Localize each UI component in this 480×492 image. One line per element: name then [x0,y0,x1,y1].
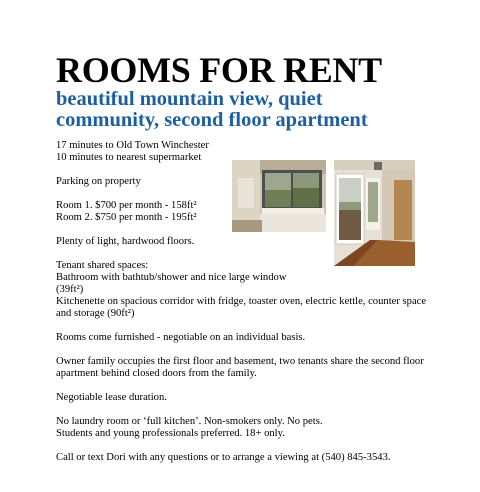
room-1-price: Room 1. $700 per month - 158ft² [56,200,197,211]
corridor-photo [334,160,415,266]
shared-kitchenette: Kitchenette on spacious corridor with fridge, toaster oven, electric kettle, counter space and storage (90ft²) [56,296,427,319]
rules-block [56,416,428,440]
room-2-price: Room 2. $750 per month - 195ft² [56,212,197,223]
shared-spaces-block [56,260,428,320]
subtitle-line-2: community, second floor apartment [56,109,368,131]
lease-block [56,392,428,404]
contact-block [56,452,428,464]
distance-winchester: 17 minutes to Old Town Winchester [56,140,209,151]
shared-bathroom-line-2: (39ft²) [56,284,84,295]
flyer-subtitle [56,89,436,131]
distance-supermarket: 10 minutes to nearest supermarket [56,152,202,163]
lease-text: Negotiable lease duration. [56,392,167,403]
light-text: Plenty of light, hardwood floors. [56,236,195,247]
owner-block [56,356,428,380]
furnished-text: Rooms come furnished - negotiable on an individual basis. [56,332,306,343]
shared-bathroom-line-1: Bathroom with bathtub/shower and nice large window [56,272,287,283]
subtitle-line-1: beautiful mountain view, quiet [56,88,323,110]
flyer-title: ROOMS FOR RENT [56,50,382,90]
rules-line-2: Students and young professionals preferred. 18+ only. [56,428,285,439]
owner-text: Owner family occupies the first floor and basement, two tenants share the second floor apartment behind closed doors from the family. [56,356,424,379]
contact-text: Call or text Dori with any questions or to arrange a viewing at (540) 845-3543. [56,452,391,463]
bathroom-photo-drawing [232,160,326,232]
parking-text: Parking on property [56,176,141,187]
corridor-photo-drawing [334,160,415,266]
furnished-block [56,332,428,344]
bathroom-photo [232,160,326,232]
rules-line-1: No laundry room or ‘full kitchen’. Non-smokers only. No pets. [56,416,323,427]
shared-heading: Tenant shared spaces: [56,260,149,271]
